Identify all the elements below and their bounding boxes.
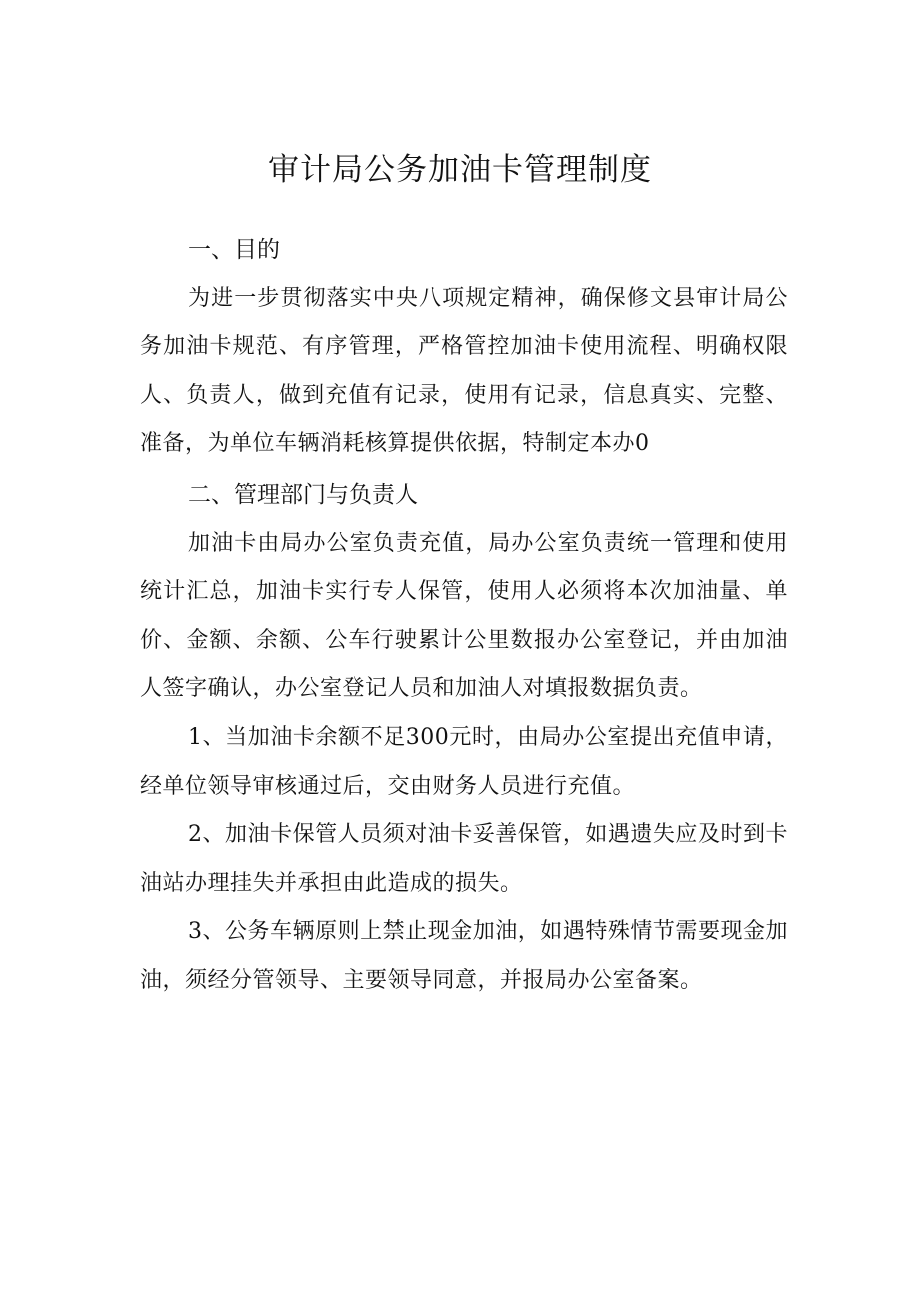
paragraph-purpose: 为进一步贯彻落实中央八项规定精神，确保修文县审计局公务加油卡规范、有序管理，严格管控加油卡使用流程、明确权限人、负责人，做到充值有记录，使用有记录，信息真实、完整、准备，为单位车辆消耗核算提供依据，特制定本办0 — [140, 285, 788, 457]
paragraph-management: 加油卡由局办公室负责充值，局办公室负责统一管理和使用统计汇总，加油卡实行专人保管，使用人必须将本次加油量、单价、金额、余额、公车行驶累计公里数报办公室登记，并由加油人签字确认，办公室登记人员和加油人对填报数据负责。 — [140, 530, 788, 702]
document-title: 审计局公务加油卡管理制度 — [268, 152, 652, 188]
list-item-custody: 2、加油卡保管人员须对油卡妥善保管，如遇遗失应及时到卡油站办理挂失并承担由此造成的损失。 — [140, 822, 788, 896]
section-heading-management: 二、管理部门与负责人 — [188, 481, 418, 508]
list-item-cash-refuel: 3、公务车辆原则上禁止现金加油，如遇特殊情节需要现金加油，须经分管领导、主要领导同意，并报局办公室备案。 — [140, 919, 788, 993]
document-body — [140, 226, 788, 1006]
list-item-recharge: 1、当加油卡余额不足300元时，由局办公室提出充值申请，经单位领导审核通过后，交由财务人员进行充值。 — [140, 724, 788, 799]
section-heading-purpose: 一、目的 — [188, 237, 280, 263]
